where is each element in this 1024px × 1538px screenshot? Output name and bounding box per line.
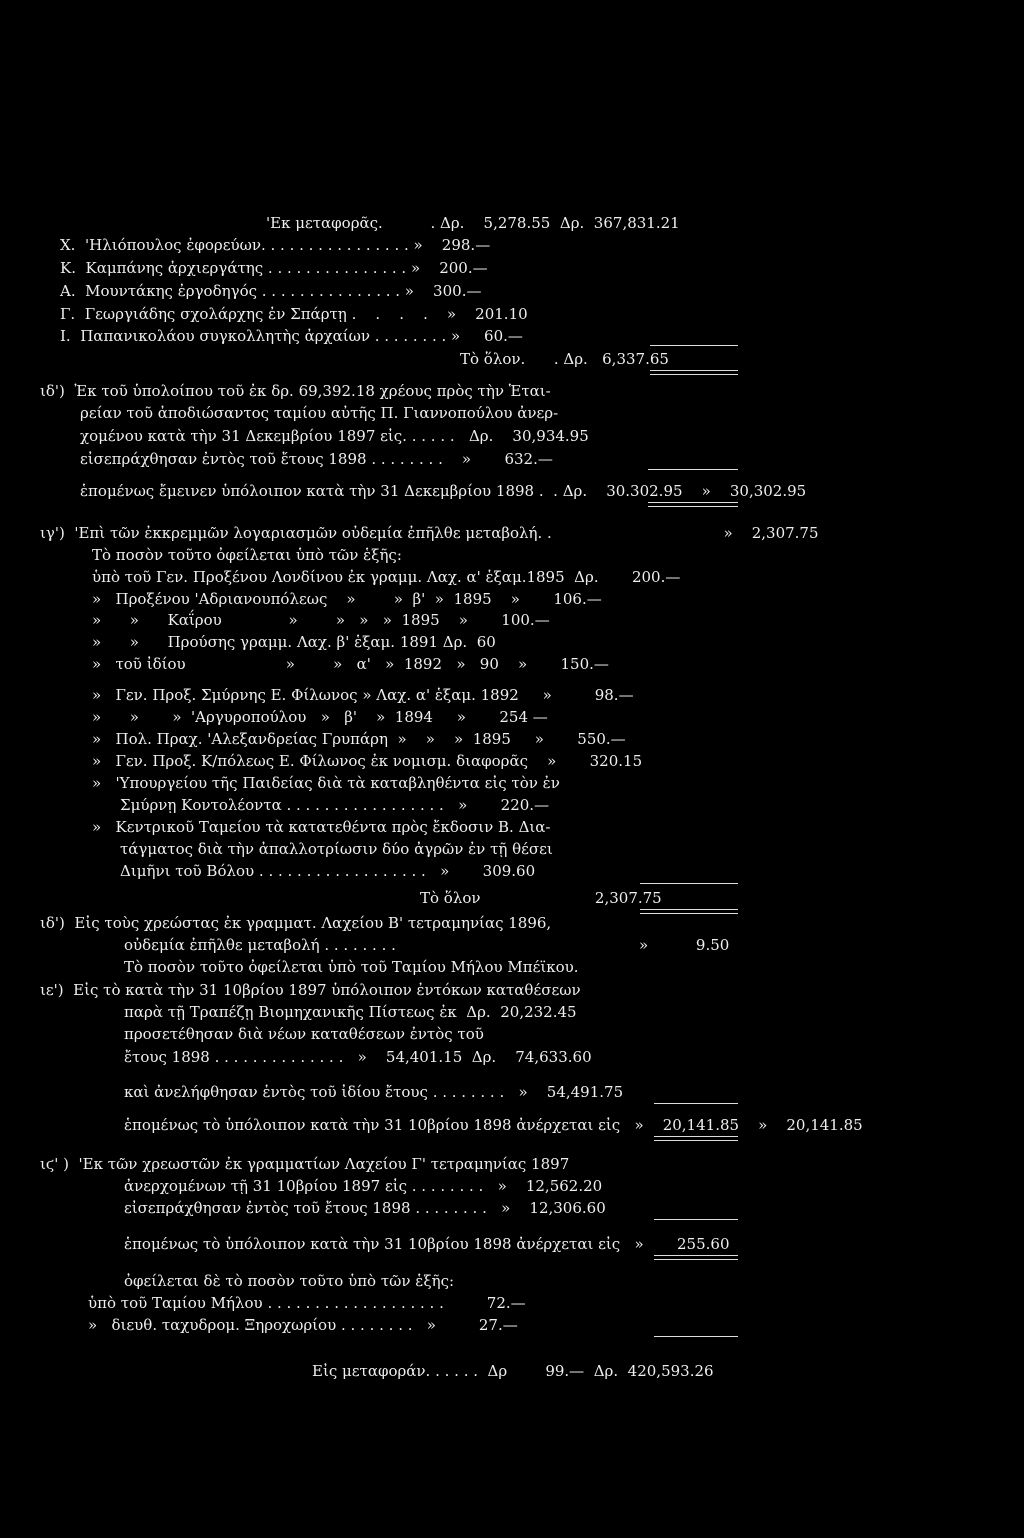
- double-rule: [640, 909, 738, 914]
- ledger-line: » διευθ. ταχυδρομ. Ξηροχωρίου . . . . . . . . » 27.—: [88, 1316, 518, 1334]
- ledger-line: ὀφείλεται δὲ τὸ ποσὸν τοῦτο ὑπὸ τῶν ἑξῆς:: [124, 1272, 455, 1290]
- carried-forward-line: 'Εκ μεταφορᾶς. . Δρ. 5,278.55 Δρ. 367,831.21: [266, 214, 680, 232]
- section-heading-13: ιγ') 'Επὶ τῶν ἐκκρεμμῶν λογαριασμῶν οὐδεμία ἐπῆλθε μεταβολή. . » 2,307.75: [40, 524, 819, 542]
- ledger-line: » Γεν. Προξ. Κ/πόλεως Ε. Φίλωνος ἐκ νομισμ. διαφορᾶς » 320.15: [92, 752, 643, 770]
- sum-rule: [648, 469, 738, 470]
- ledger-line: » » » 'Αργυροπούλου » β' » 1894 » 254 —: [92, 708, 548, 726]
- ledger-line: προσετέθησαν διὰ νέων καταθέσεων ἐντὸς τοῦ: [124, 1025, 484, 1043]
- ledger-line: χομένου κατὰ τὴν 31 Δεκεμβρίου 1897 εἰς. . . . . . Δρ. 30,934.95: [80, 427, 589, 445]
- ledger-line: Α. Μουντάκης ἐργοδηγός . . . . . . . . . . . . . . . » 300.—: [60, 282, 482, 300]
- ledger-line: Ι. Παπανικολάου συγκολλητὴς ἀρχαίων . . . . . . . . » 60.—: [60, 327, 523, 345]
- ledger-line: οὐδεμία ἐπῆλθε μεταβολή . . . . . . . . » 9.50: [124, 936, 730, 954]
- ledger-line: » » Προύσης γραμμ. Λαχ. β' ἑξαμ. 1891 Δρ. 60: [92, 633, 496, 651]
- ledger-line: ἀνερχομένων τῇ 31 10βρίου 1897 εἰς . . . . . . . . » 12,562.20: [124, 1177, 603, 1195]
- ledger-line: » τοῦ ἰδίου » » α' » 1892 » 90 » 150.—: [92, 655, 609, 673]
- ledger-line: » 'Υπουργείου τῆς Παιδείας διὰ τὰ καταβληθέντα εἰς τὸν ἐν: [92, 774, 560, 792]
- sum-rule: [640, 883, 738, 884]
- balance-line: ἑπομένως ἔμεινεν ὑπόλοιπον κατὰ τὴν 31 Δεκεμβρίου 1898 . . Δρ. 30.302.95 » 30,302.95: [80, 482, 807, 500]
- sum-rule: [654, 1103, 738, 1104]
- ledger-line: » » Καΐρου » » » » 1895 » 100.—: [92, 611, 550, 629]
- ledger-line: παρὰ τῇ Τραπέζῃ Βιομηχανικῆς Πίστεως ἐκ Δρ. 20,232.45: [124, 1003, 577, 1021]
- section-heading-16: ιϛ' ) 'Εκ τῶν χρεωστῶν ἐκ γραμματίων Λαχείου Γ' τετραμηνίας 1897: [40, 1155, 570, 1173]
- ledger-line: » Προξένου 'Αδριανουπόλεως » » β' » 1895 » 106.—: [92, 590, 602, 608]
- ledger-line: τάγματος διὰ τὴν ἀπαλλοτρίωσιν δύο ἀγρῶν ἐν τῇ θέσει: [120, 840, 553, 858]
- sum-rule: [654, 1219, 738, 1220]
- double-rule: [650, 370, 738, 375]
- balance-line: ἑπομένως τὸ ὑπόλοιπον κατὰ τὴν 31 10βρίου 1898 ἀνέρχεται εἰς » 20,141.85 » 20,141.85: [124, 1116, 863, 1134]
- ledger-line: ὑπὸ τοῦ Ταμίου Μήλου . . . . . . . . . . . . . . . . . . . 72.—: [88, 1294, 526, 1312]
- ledger-line: ρείαν τοῦ ἀποδιώσαντος ταμίου αὐτῆς Π. Γιαννοπούλου ἀνερ-: [80, 404, 559, 422]
- ledger-line: Χ. 'Ηλιόπουλος ἐφορεύων. . . . . . . . . . . . . . . . » 298.—: [60, 236, 491, 254]
- sum-rule: [650, 345, 738, 346]
- ledger-line: Τὸ ποσὸν τοῦτο ὀφείλεται ὑπὸ τῶν ἑξῆς:: [92, 546, 402, 564]
- ledger-line: » Γεν. Προξ. Σμύρνης Ε. Φίλωνος » Λαχ. α' ἑξαμ. 1892 » 98.—: [92, 686, 634, 704]
- sum-rule: [654, 1336, 738, 1337]
- ledger-line: ὑπὸ τοῦ Γεν. Προξένου Λονδίνου ἐκ γραμμ. Λαχ. α' ἑξαμ.1895 Δρ. 200.—: [92, 568, 681, 586]
- section-heading-15: ιε') Εἰς τὸ κατὰ τὴν 31 10βρίου 1897 ὑπόλοιπον ἐντόκων καταθέσεων: [40, 981, 581, 999]
- ledger-line: ἔτους 1898 . . . . . . . . . . . . . . » 54,401.15 Δρ. 74,633.60: [124, 1048, 592, 1066]
- ledger-line: καὶ ἀνελήφθησαν ἐντὸς τοῦ ἰδίου ἔτους . . . . . . . . » 54,491.75: [124, 1083, 624, 1101]
- double-rule: [654, 1255, 738, 1260]
- ledger-line: εἰσεπράχθησαν ἐντὸς τοῦ ἔτους 1898 . . . . . . . . » 12,306.60: [124, 1199, 606, 1217]
- balance-line: ἑπομένως τὸ ὑπόλοιπον κατὰ τὴν 31 10βρίου 1898 ἀνέρχεται εἰς » 255.60: [124, 1235, 730, 1253]
- subtotal-line: Τὸ ὅλον. . Δρ. 6,337.65: [460, 350, 669, 368]
- carry-forward-line: Εἰς μεταφοράν. . . . . . Δρ 99.— Δρ. 420,593.26: [312, 1362, 714, 1380]
- ledger-line: Διμῆνι τοῦ Βόλου . . . . . . . . . . . . . . . . . . » 309.60: [120, 862, 536, 880]
- section-heading-14b: ιδ') Εἰς τοὺς χρεώστας ἐκ γραμματ. Λαχείου Β' τετραμηνίας 1896,: [40, 914, 552, 932]
- ledger-line: Τὸ ποσὸν τοῦτο ὀφείλεται ὑπὸ τοῦ Ταμίου Μήλου Μπέϊκου.: [124, 958, 579, 976]
- section-heading-14: ιδ') Ἐκ τοῦ ὑπολοίπου τοῦ ἐκ δρ. 69,392.18 χρέους πρὸς τὴν Ἑται-: [40, 382, 551, 400]
- ledger-line: εἰσεπράχθησαν ἐντὸς τοῦ ἔτους 1898 . . . . . . . . » 632.—: [80, 450, 553, 468]
- ledger-line: » Κεντρικοῦ Ταμείου τὰ κατατεθέντα πρὸς ἔκδοσιν Β. Δια-: [92, 818, 551, 836]
- double-rule: [654, 1136, 738, 1141]
- ledger-line: Κ. Καμπάνης ἀρχιεργάτης . . . . . . . . . . . . . . . » 200.—: [60, 259, 488, 277]
- ledger-line: Γ. Γεωργιάδης σχολάρχης ἐν Σπάρτῃ . . . . » 201.10: [60, 305, 528, 323]
- double-rule: [648, 502, 738, 507]
- ledger-line: » Πολ. Πραχ. 'Αλεξανδρείας Γρυπάρη » » » 1895 » 550.—: [92, 730, 626, 748]
- subtotal-line: Τὸ ὅλον 2,307.75: [420, 889, 662, 907]
- ledger-line: Σμύρνῃ Κοντολέοντα . . . . . . . . . . . . . . . . . » 220.—: [120, 796, 550, 814]
